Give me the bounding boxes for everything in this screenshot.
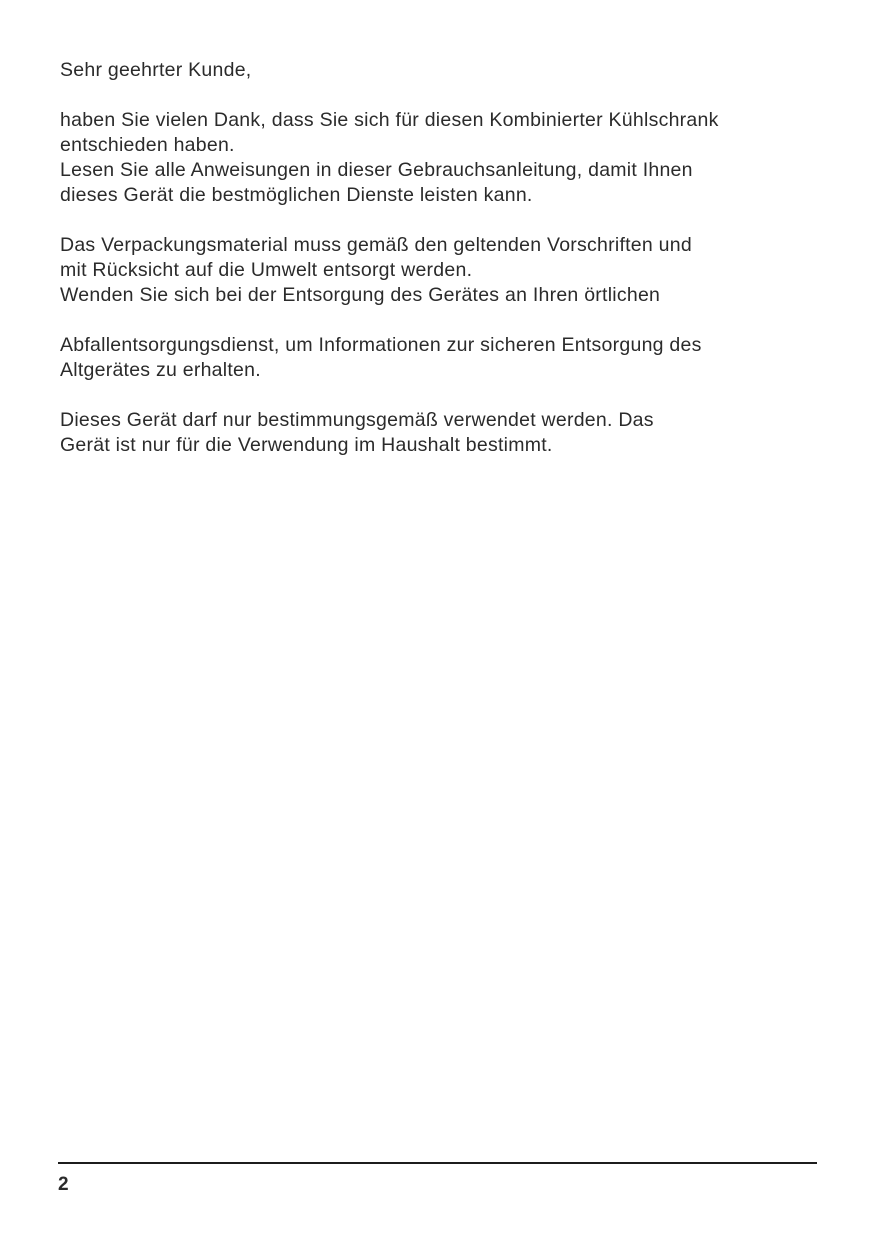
text-line: Lesen Sie alle Anweisungen in dieser Gebrauchsanleitung, damit Ihnen <box>60 159 693 181</box>
paragraph <box>60 333 830 383</box>
text-line: Abfallentsorgungsdienst, um Informationen zur sicheren Entsorgung des <box>60 334 702 356</box>
text-line: Altgerätes zu erhalten. <box>60 359 261 381</box>
page-body-text <box>60 58 830 483</box>
paragraph <box>60 108 830 208</box>
text-line: Wenden Sie sich bei der Entsorgung des Gerätes an Ihren örtlichen <box>60 284 661 306</box>
text-line: haben Sie vielen Dank, dass Sie sich für diesen Kombinierter Kühlschrank <box>60 109 719 131</box>
paragraph <box>60 408 830 458</box>
paragraph <box>60 233 830 308</box>
text-line: Das Verpackungsmaterial muss gemäß den geltenden Vorschriften und <box>60 234 692 256</box>
text-line: Gerät ist nur für die Verwendung im Haushalt bestimmt. <box>60 434 553 456</box>
page-number: 2 <box>58 1174 69 1195</box>
text-line: mit Rücksicht auf die Umwelt entsorgt werden. <box>60 259 473 281</box>
text-line: entschieden haben. <box>60 134 235 156</box>
text-line: Dieses Gerät darf nur bestimmungsgemäß verwendet werden. Das <box>60 409 654 431</box>
footer-divider <box>58 1162 817 1164</box>
paragraph <box>60 58 830 83</box>
text-line: Sehr geehrter Kunde, <box>60 59 252 81</box>
text-line: dieses Gerät die bestmöglichen Dienste leisten kann. <box>60 184 533 206</box>
